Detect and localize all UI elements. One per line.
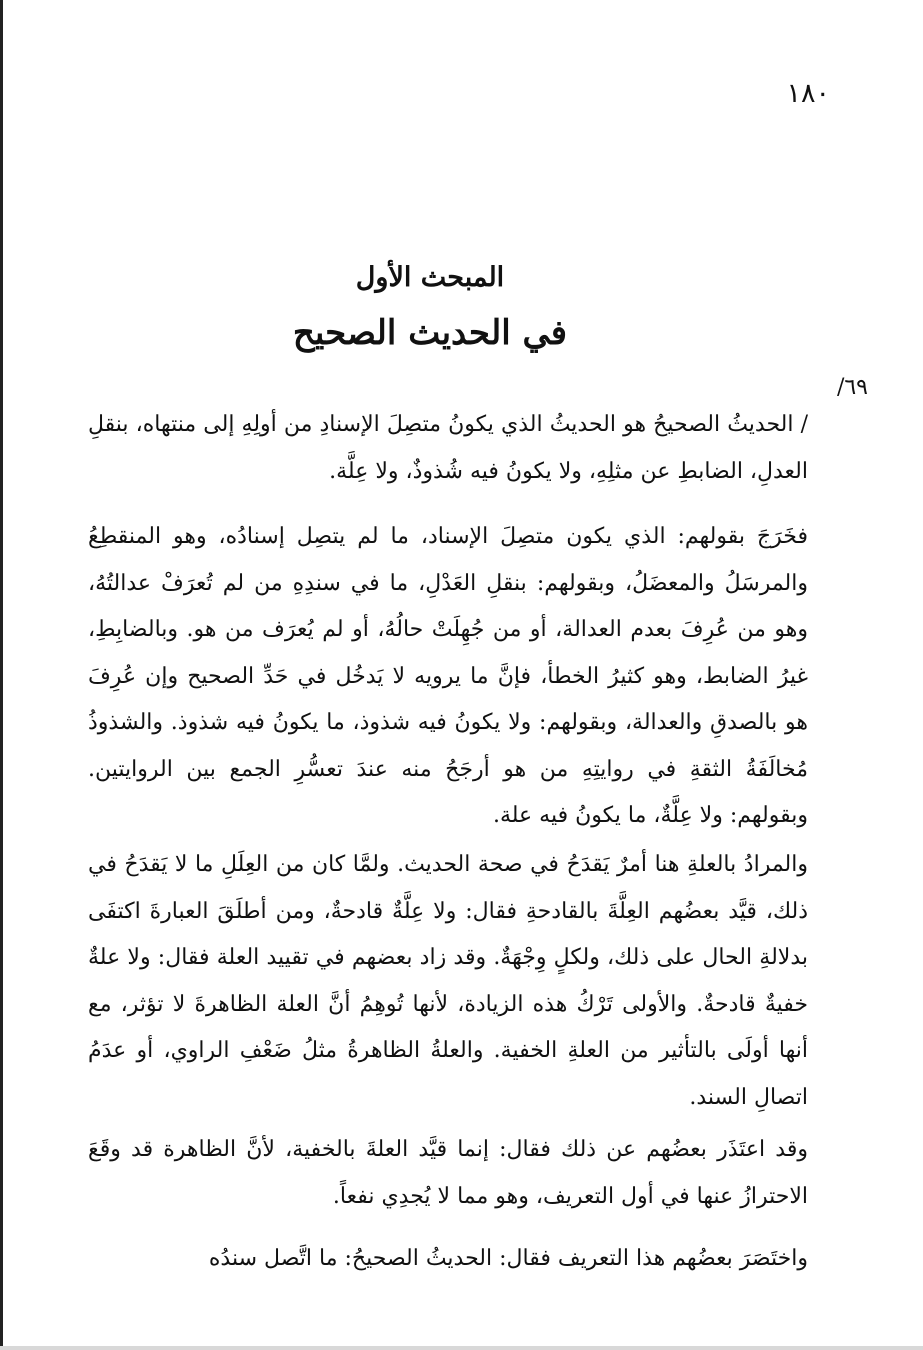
paragraph-illah: والمرادُ بالعلةِ هنا أمرٌ يَقدَحُ في صحة الحديث. ولمَّا كان من العِلَلِ ما لا يَقدَحُ في ذلك، قيَّد بعضُهم العِلَّةَ بالقادحةِ فقال: ولا عِلَّةٌ قادحةٌ، ومن أطلَقَ العبارةَ اكتفَى بدلالةِ الحال على ذلك، ولكلٍ وِجْهَةٌ. وقد زاد بعضهم في تقييد العلة فقال: ولا علةٌ خفيةٌ قادحةٌ. والأولى تَرْكُ هذه الزيادة، لأنها تُوهِمُ أنَّ العلة الظاهرةَ لا تؤثر، مع أنها أولَى بالتأثير من العلةِ الخفية. والعلةُ الظاهرةُ مثلُ ضَعْفِ الراوي، أو عدَمُ اتصالِ السند. [88,852,808,1110]
page-number: ١٨٠ [786,78,830,109]
paragraph-excuse: وقد اعتَذَر بعضُهم عن ذلك فقال: إنما قيَّد العلةَ بالخفية، لأنَّ الظاهرة قد وقَعَ الاحترازُ عنها في أول التعريف، وهو مما لا يُجدِي نفعاً. [88,1137,808,1209]
section-heading: المبحث الأول [355,262,505,293]
paragraph-definition: / الحديثُ الصحيحُ هو الحديثُ الذي يكونُ متصِلَ الإسنادِ من أولِهِ إلى منتهاه، بنقلِ العدلِ، الضابطِ عن مثلِهِ، ولا يكونُ فيه شُذوذٌ، ولا عِلَّة. [88,412,808,484]
section-subheading: في الحديث الصحيح [292,313,568,353]
paragraph-exclusions: فخَرَجَ بقولهم: الذي يكون متصِلَ الإسناد، ما لم يتصِل إسنادُه، وهو المنقطِعُ والمرسَلُ والمعضَلُ، وبقولهم: بنقلِ العَدْلِ، ما في سندِهِ من لم تُعرَفْ عدالتُهُ، وهو من عُرِفَ بعدم العدالة، أو من جُهِلَتْ حالُهُ، أو لم يُعرَف من هو. وبالضابِطِ، غيرُ الضابط، وهو كثيرُ الخطأ، فإنَّ ما يرويه لا يَدخُل في حَدِّ الصحيح وإن عُرِفَ هو بالصدقِ والعدالة، وبقولهم: ولا يكونُ فيه شذوذ، ما يكونُ فيه شذوذ. والشذوذُ مُخالَفَةُ الثقةِ في روايتِهِ من هو أرجَحُ منه عندَ تعسُّرِ الجمع بين الروايتين. وبقولهم: ولا عِلَّةٌ، ما يكونُ فيه علة. [88,524,808,828]
page-left-edge [0,0,3,1350]
margin-page-reference: ٦٩/ [836,375,868,400]
paragraph-abridged: واختَصَرَ بعضُهم هذا التعريف فقال: الحديثُ الصحيحُ: ما اتَّصل سندُه [208,1246,808,1271]
page-bottom-edge [0,1346,923,1350]
